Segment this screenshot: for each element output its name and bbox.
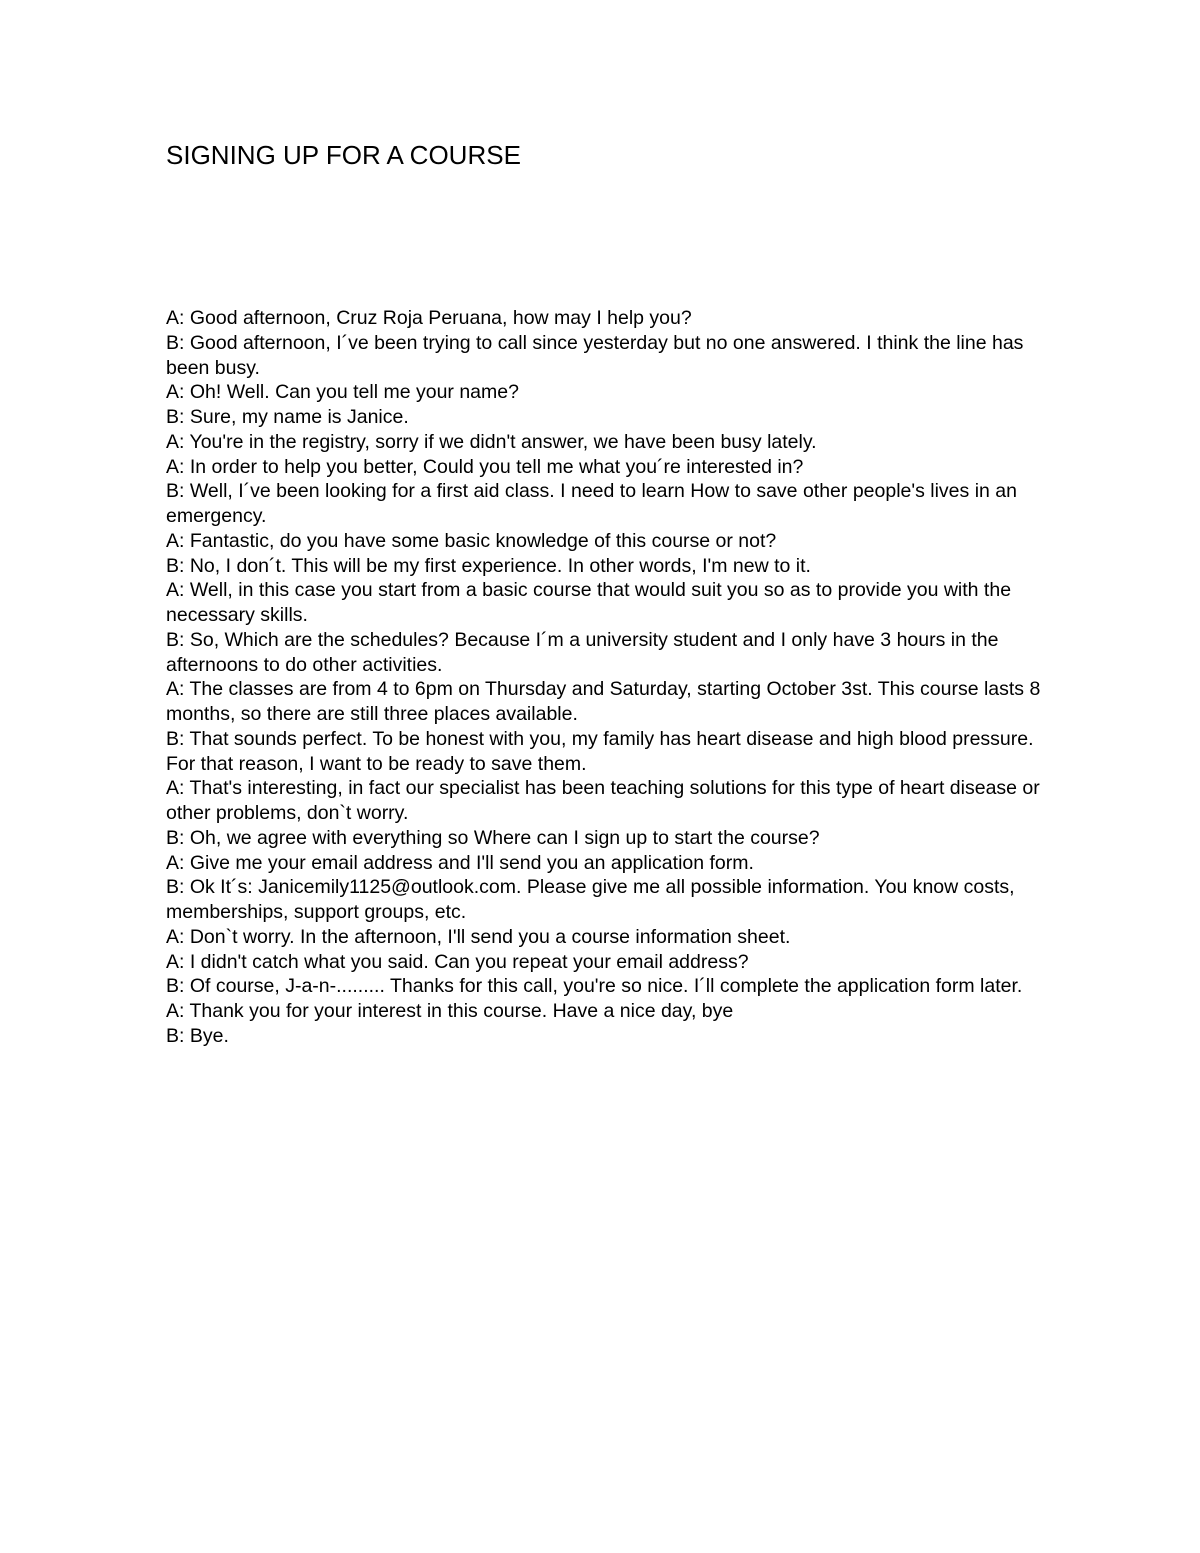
dialogue-line: B: That sounds perfect. To be honest with you, my family has heart disease and high blood pressure. For that reason, I want to be ready to save them. <box>166 727 1034 775</box>
dialogue-line: B: Good afternoon, I´ve been trying to call since yesterday but no one answered. I think the line has been busy. <box>166 331 1024 379</box>
dialogue-line: B: Bye. <box>166 1024 229 1047</box>
dialogue-line: A: I didn't catch what you said. Can you repeat your email address? <box>166 950 749 973</box>
dialogue-line: B: Oh, we agree with everything so Where can I sign up to start the course? <box>166 826 820 849</box>
dialogue-line: B: Sure, my name is Janice. <box>166 406 409 428</box>
dialogue-line: B: No, I don´t. This will be my first experience. In other words, I'm new to it. <box>166 554 811 577</box>
dialogue-line: A: Oh! Well. Can you tell me your name? <box>166 381 519 404</box>
dialogue-line: A: Well, in this case you start from a basic course that would suit you so as to provide you with the necessary skills. <box>166 579 1012 626</box>
dialogue-line: B: So, Which are the schedules? Because I´m a university student and I only have 3 hours in the afternoons to do other activities. <box>166 628 999 676</box>
dialogue-line: A: In order to help you better, Could you tell me what you´re interested in? <box>166 455 804 478</box>
dialogue-body <box>166 306 1046 1049</box>
dialogue-line: A: The classes are from 4 to 6pm on Thursday and Saturday, starting October 3st. This course lasts 8 months, so there are still three places available. <box>166 678 1041 725</box>
dialogue-line: B: Of course, J-a-n-......... Thanks for this call, you're so nice. I´ll complete the application form later. <box>166 975 1023 998</box>
document-title: SIGNING UP FOR A COURSE <box>166 140 521 170</box>
dialogue-line: A: Don`t worry. In the afternoon, I'll send you a course information sheet. <box>166 925 791 948</box>
dialogue-line: A: Give me your email address and I'll send you an application form. <box>166 851 754 874</box>
dialogue-line: B: Ok It´s: Janicemily1125@outlook.com. Please give me all possible information. You know costs, memberships, support groups, etc. <box>166 876 1015 923</box>
dialogue-line: A: Fantastic, do you have some basic knowledge of this course or not? <box>166 529 777 552</box>
dialogue-line: A: Thank you for your interest in this course. Have a nice day, bye <box>166 1000 734 1022</box>
dialogue-line: A: That's interesting, in fact our specialist has been teaching solutions for this type of heart disease or other problems, don`t worry. <box>166 777 1040 824</box>
dialogue-line: B: Well, I´ve been looking for a first aid class. I need to learn How to save other people's lives in an emergency. <box>166 480 1017 527</box>
dialogue-line: A: You're in the registry, sorry if we didn't answer, we have been busy lately. <box>166 430 817 453</box>
dialogue-line: A: Good afternoon, Cruz Roja Peruana, how may I help you? <box>166 307 692 329</box>
